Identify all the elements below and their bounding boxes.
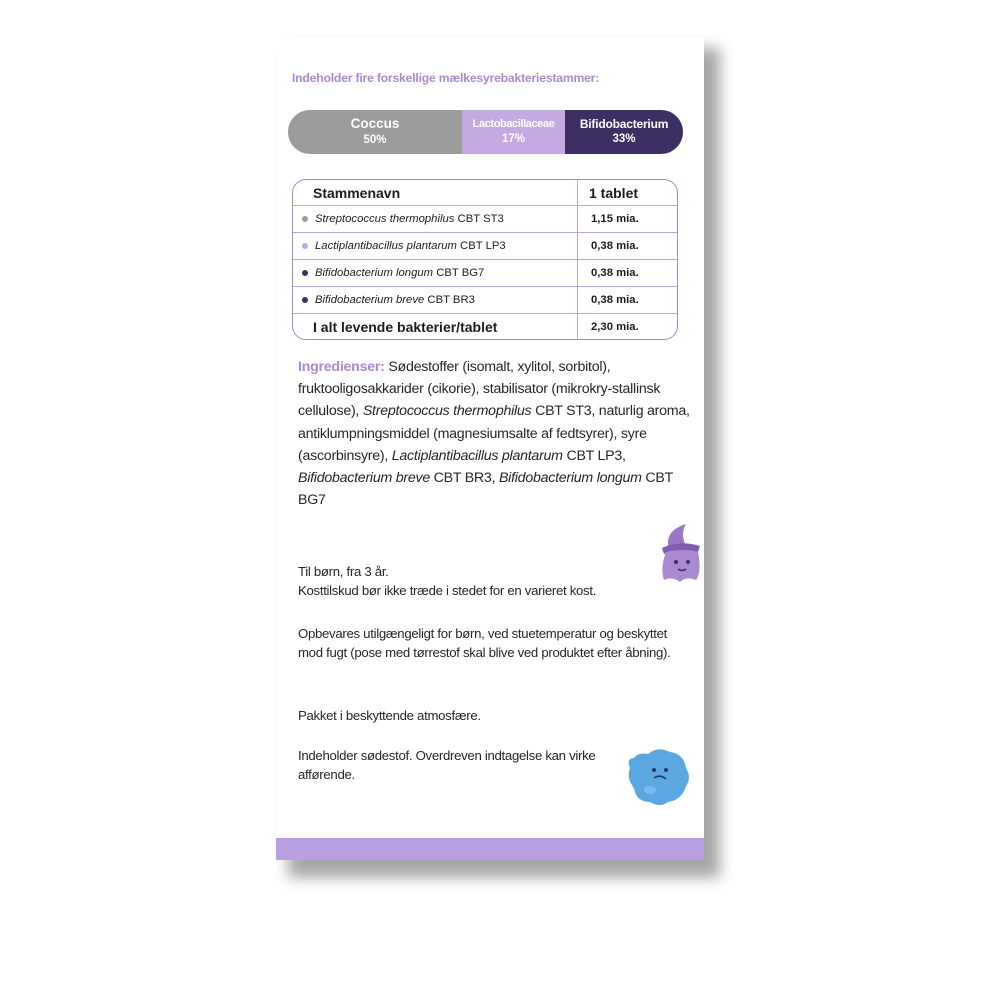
- strain-dot: [302, 297, 308, 303]
- storage-text: Opbevares utilgængeligt for børn, ved stuetemperatur og beskyttet mod fugt (pose med tørrestof skal blive ved produktet efter åbning).: [298, 626, 671, 660]
- intro-heading: Indeholder fire forskellige mælkesyrebakteriestammer:: [292, 71, 600, 85]
- age-text: Til børn, fra 3 år.: [298, 564, 389, 579]
- segment-coccus: [288, 110, 462, 154]
- header-amount: 1 tablet: [589, 184, 639, 201]
- strain-dot: [302, 216, 308, 222]
- strain-code: CBT BR3: [424, 294, 475, 306]
- packaging-text: Pakket i beskyttende atmosfære.: [298, 708, 481, 723]
- ingredients-part: CBT ST3, naturlig aroma, antiklumpningsmiddel (magnesiumsalte af fedtsyrer), syre (ascorbinsyre),: [298, 403, 690, 464]
- strain-code: CBT LP3: [456, 240, 506, 252]
- ingredients-species: Bifidobacterium breve: [298, 470, 430, 487]
- total-amount: 2,30 mia.: [591, 320, 639, 333]
- segment-percent: 17%: [501, 132, 526, 145]
- strain-species: Lactiplantibacillus plantarum: [315, 240, 457, 252]
- segment-bifidobacterium: [565, 110, 683, 154]
- strain-dot: [302, 270, 308, 276]
- strain-code: CBT BG7: [433, 267, 485, 279]
- table-row: [293, 206, 677, 232]
- ingredients-species: Lactiplantibacillus plantarum: [391, 447, 563, 464]
- distribution-bar: [288, 110, 683, 154]
- segment-lactobacillaceae: [462, 110, 565, 154]
- age-note: [298, 562, 690, 600]
- ingredients-part: Sødestoffer (isomalt, xylitol, sorbitol), fruktooligosakkarider (cikorie), stabilisator (mikrokry-stallinsk cellulose),: [298, 359, 661, 420]
- table-row: [293, 233, 677, 259]
- header-strain-name: Stammenavn: [313, 184, 401, 201]
- sweetener-text: Indeholder sødestof. Overdreven indtagelse kan virke afførende.: [298, 748, 596, 782]
- strain-amount: 0,38 mia.: [591, 240, 639, 252]
- table-header-row: [293, 180, 677, 205]
- segment-label: Bifidobacterium: [579, 117, 669, 132]
- strain-species: Bifidobacterium breve: [315, 294, 425, 306]
- table-row: [293, 260, 677, 286]
- ingredients-part: CBT BG7: [298, 470, 673, 509]
- strain-code: CBT ST3: [454, 213, 504, 225]
- strain-species: Streptococcus thermophilus: [315, 213, 455, 225]
- strain-table: [292, 179, 678, 340]
- strain-amount: 0,38 mia.: [591, 294, 639, 306]
- ingredients-part: CBT LP3,: [562, 447, 626, 464]
- segment-percent: 50%: [363, 134, 387, 147]
- footer-stripe: [276, 838, 704, 860]
- strain-amount: 0,38 mia.: [591, 267, 639, 279]
- strain-species: Bifidobacterium longum: [315, 267, 434, 279]
- total-label: I alt levende bakterier/tablet: [313, 318, 498, 335]
- ingredients-species: Bifidobacterium longum: [498, 470, 642, 487]
- ingredients-label: Ingredienser:: [298, 359, 385, 375]
- segment-label: Lactobacillaceae: [472, 117, 555, 130]
- strain-dot: [302, 243, 308, 249]
- ingredients-species: Streptococcus thermophilus: [362, 403, 532, 420]
- ingredients-part: CBT BR3,: [429, 470, 499, 487]
- ingredients-text: [298, 356, 690, 511]
- segment-percent: 33%: [612, 133, 636, 146]
- supplement-text: Kosttilskud bør ikke træde i stedet for en varieret kost.: [298, 583, 597, 598]
- purple-wizard-mascot-icon: [656, 522, 704, 584]
- blue-ghost-mascot-icon: [624, 746, 694, 808]
- label-card: [276, 38, 704, 860]
- strain-amount: 1,15 mia.: [591, 213, 639, 225]
- segment-label: Coccus: [350, 116, 400, 132]
- table-row: [293, 287, 677, 313]
- table-total-row: [293, 314, 677, 339]
